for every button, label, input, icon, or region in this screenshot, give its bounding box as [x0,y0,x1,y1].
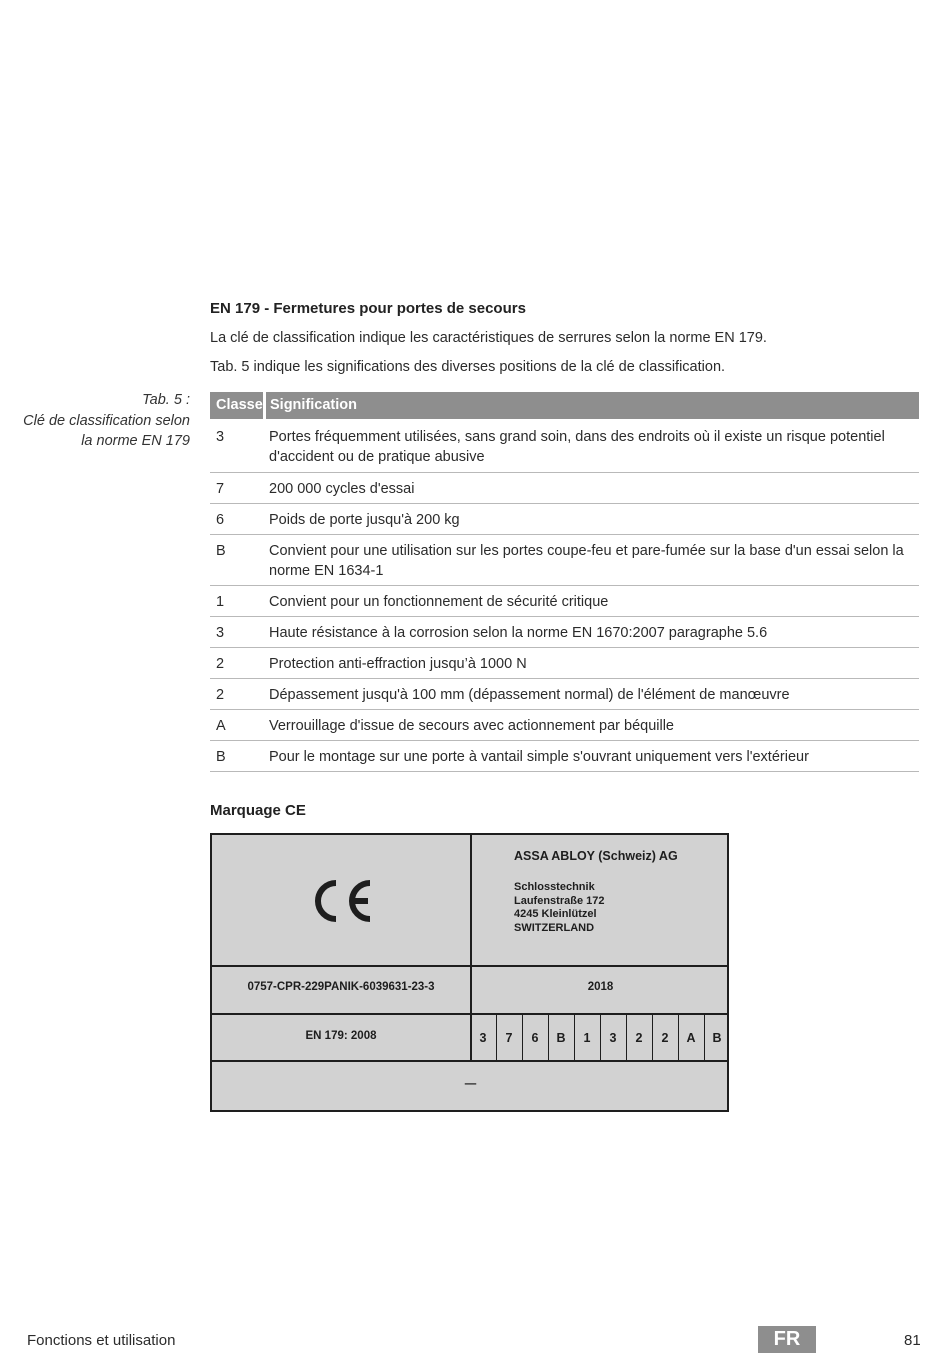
footer-chapter: Fonctions et utilisation [27,1332,176,1349]
table-reference-paragraph: Tab. 5 indique les significations des diverses positions de la clé de classification. [210,359,726,375]
row-classe: 7 [216,481,225,497]
row-classe: 3 [216,625,225,641]
certificate-number: 0757-CPR-229PANIK-6039631-23-3 [247,981,435,993]
classification-digit: 2 [661,1031,669,1045]
row-signification: Protection anti-effraction jusqu’à 1000 N [269,656,527,672]
row-classe: A [216,718,226,734]
ce-label [210,833,729,1112]
table-row [210,679,919,710]
row-classe: B [216,749,226,765]
classification-digit: B [712,1031,722,1045]
language-badge: FR [758,1326,816,1353]
caption-line: Tab. 5 : [142,392,190,408]
row-signification: Pour le montage sur une porte à vantail simple s'ouvrant uniquement vers l'extérieur [269,749,809,765]
row-classe: 2 [216,687,225,703]
row-signification: Convient pour un fonctionnement de sécurité critique [269,594,609,610]
classification-digit: 2 [635,1031,643,1045]
row-signification: Poids de porte jusqu'à 200 kg [269,512,460,528]
table-row [210,741,919,772]
table-row [210,535,919,586]
intro-paragraph: La clé de classification indique les caractéristiques de serrures selon la norme EN 179. [210,330,767,346]
classification-digit: 3 [609,1031,617,1045]
classification-digit: 1 [583,1031,591,1045]
row-classe: 2 [216,656,225,672]
certification-year: 2018 [587,981,614,993]
ce-marking-title: Marquage CE [210,802,306,819]
address-line: Laufenstraße 172 [514,894,605,907]
classification-digit: B [556,1031,566,1045]
bottom-dash: — [464,1078,477,1090]
classification-digit: A [686,1031,696,1045]
table-row [210,617,919,648]
header-signification: Signification [266,392,919,419]
row-classe: B [216,543,226,559]
header-classe: Classe [210,392,263,419]
row-signification: Dépassement jusqu'à 100 mm (dépassement normal) de l'élément de manœuvre [269,687,790,703]
manufacturer-address [514,881,604,935]
caption-line: la norme EN 179 [81,433,190,449]
row-signification: Haute résistance à la corrosion selon la norme EN 1670:2007 paragraphe 5.6 [269,625,768,641]
table-row [210,586,919,617]
table-caption [20,390,190,452]
classification-table [210,392,919,772]
table-row [210,504,919,535]
address-line: SWITZERLAND [514,921,595,934]
row-signification: Verrouillage d'issue de secours avec actionnement par béquille [269,718,674,734]
address-line: Schlosstechnik [514,881,595,893]
address-line: 4245 Kleinlützel [514,908,597,920]
row-classe: 3 [216,429,225,445]
classification-digit: 3 [479,1031,487,1045]
row-classe: 6 [216,512,225,528]
classification-digit: 7 [505,1031,513,1045]
table-row [210,710,919,741]
classification-digit: 6 [531,1031,539,1045]
ce-mark-icon [310,877,374,925]
page-number: 81 [904,1332,921,1349]
section-title: EN 179 - Fermetures pour portes de secours [210,300,526,317]
table-row [210,419,919,473]
row-signification: Portes fréquemment utilisées, sans grand soin, dans des endroits où il existe un risque potentiel d'accident ou de pratique abusive [269,429,885,465]
table-row [210,473,919,504]
manufacturer-name: ASSA ABLOY (Schweiz) AG [514,849,678,863]
row-classe: 1 [216,594,225,610]
caption-line: Clé de classification selon [23,412,190,429]
table-row [210,648,919,679]
table-header [210,392,919,419]
standard-reference: EN 179: 2008 [305,1030,377,1042]
horizontal-divider [212,965,729,967]
row-signification: 200 000 cycles d'essai [269,481,415,497]
row-signification: Convient pour une utilisation sur les portes coupe-feu et pare-fumée sur la base d'un essai selon la norme EN 1634-1 [269,543,904,579]
